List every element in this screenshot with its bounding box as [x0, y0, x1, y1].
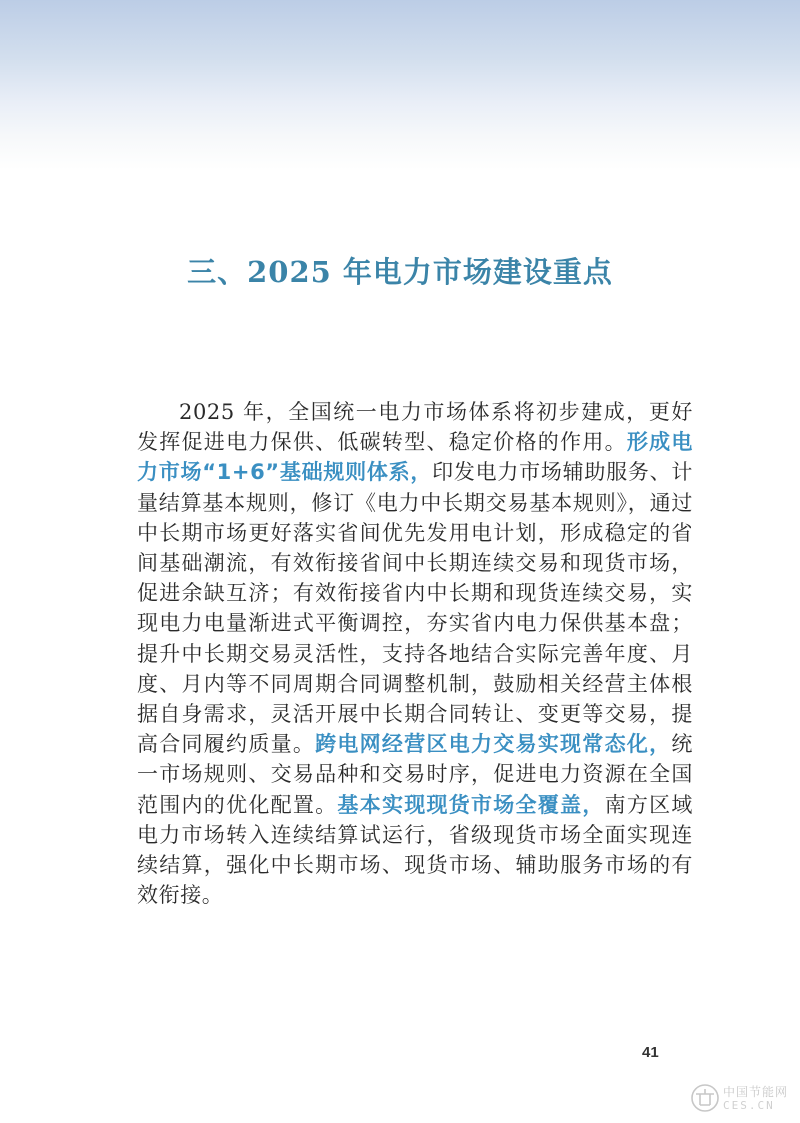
paragraph-text: 2025 年，全国统一电力市场体系将初步建成，更好发挥促进电力保供、低碳转型、稳定价格的作用。: [137, 400, 693, 455]
watermark-en-text: CES.CN: [723, 1098, 775, 1112]
highlight-spot-market-coverage: 基本实现现货市场全覆盖，: [337, 792, 605, 817]
highlight-cross-grid-trading: 跨电网经营区电力交易实现常态化，: [315, 732, 672, 757]
ces-logo-icon: [690, 1083, 720, 1113]
watermark: [690, 1078, 798, 1118]
paragraph-text: 印发电力市场辅助服务、计量结算基本规则，修订《电力中长期交易基本规则》，通过中长期市场更好落实省间优先发用电计划，形成稳定的省间基础潮流，有效衔接省间中长期连续交易和现货市场，促进余缺互济；有效衔接省内中长期和现货连续交易，实现电力电量渐进式平衡调控，夯实省内电力保供基本盘；提升中长期交易灵活性，支持各地结合实际完善年度、月度、月内等不同周期合同调整机制，鼓励相关经营主体根据自身需求，灵活开展中长期合同转让、变更等交易，提高合同履约质量。: [137, 460, 693, 757]
paragraph-text: 南方区域电力市场转入连续结算试运行，省级现货市场全面实现连续结算，强化中长期市场、现货市场、辅助服务市场的有效衔接。: [137, 792, 694, 908]
body-paragraph: [137, 397, 693, 910]
highlight-rules-system: 形成电力市场“1+6”基础规则体系，: [137, 430, 693, 485]
watermark-cn-text: 中国节能网: [723, 1084, 789, 1099]
section-title: 三、2025 年电力市场建设重点: [187, 255, 613, 289]
page-number: 41: [642, 1044, 659, 1061]
paragraph-text: 统一市场规则、交易品种和交易时序，促进电力资源在全国范围内的优化配置。: [137, 732, 693, 817]
header-gradient-band: [0, 0, 800, 170]
